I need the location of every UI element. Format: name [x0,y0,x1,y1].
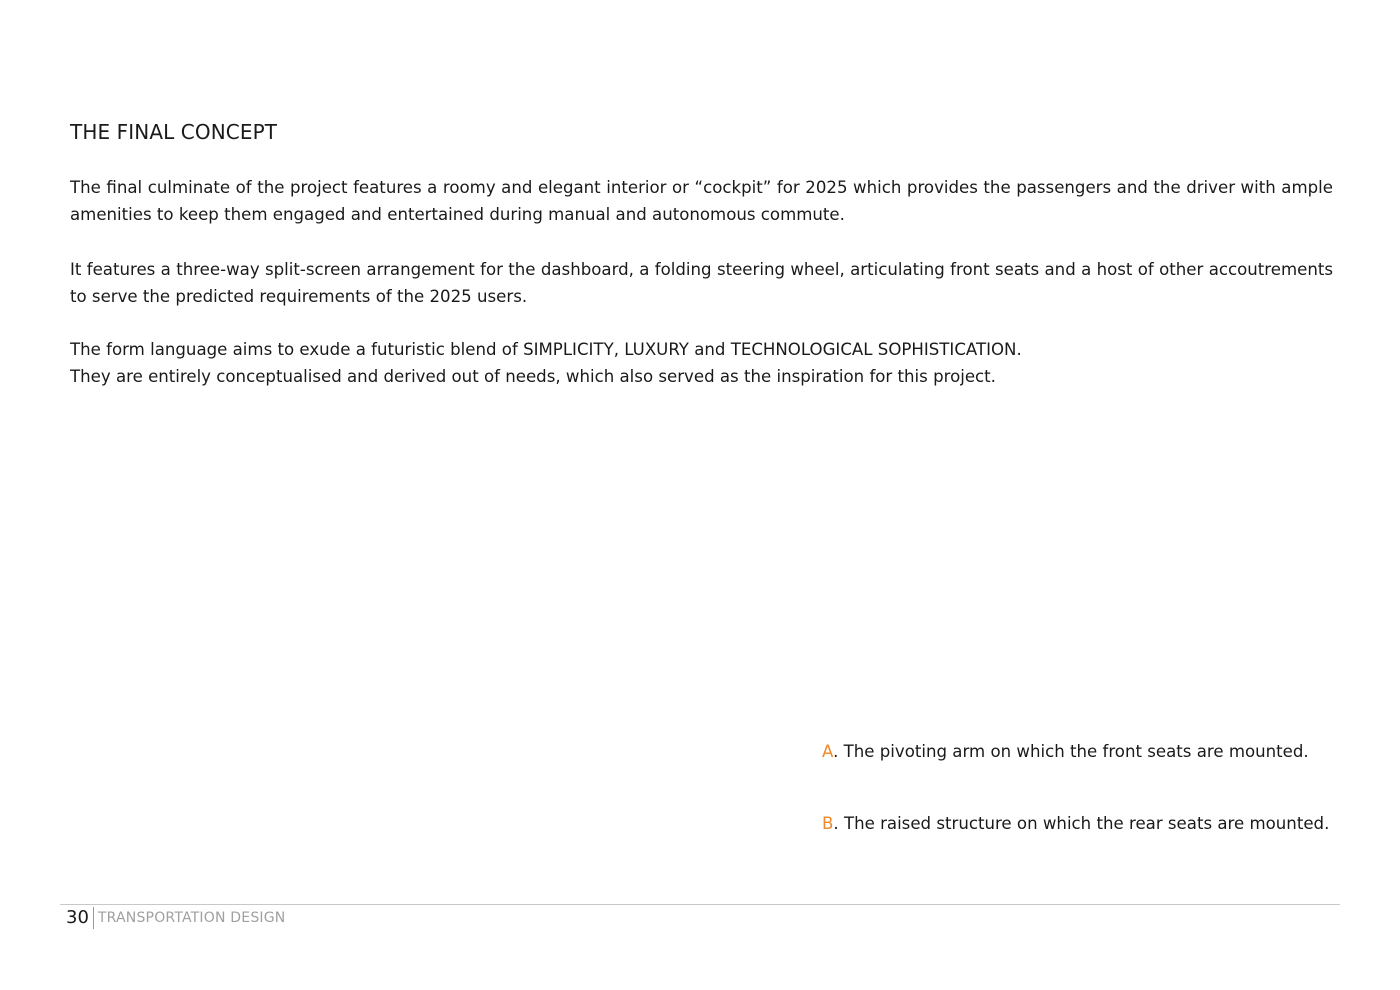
form-language-line-2: They are entirely conceptualised and derived out of needs, which also served as the inspiration for this project. [70,366,996,386]
note-a-letter: A [822,742,834,761]
form-language-line-1: The form language aims to exude a futuristic blend of SIMPLICITY, LUXURY and TECHNOLOGICAL SOPHISTICATION. [70,340,1022,359]
note-b-letter: B [822,814,834,833]
note-a [822,740,1333,764]
section-name: TRANSPORTATION DESIGN [97,910,286,926]
form-language-paragraph [70,337,1333,390]
note-a-text: . The pivoting arm on which the front seats are mounted. [833,742,1309,761]
page-title: THE FINAL CONCEPT [70,120,278,144]
note-b-text: . The raised structure on which the rear seats are mounted. [833,814,1330,833]
note-b [822,812,1333,836]
features-paragraph: It features a three-way split-screen arrangement for the dashboard, a folding steering wheel, articulating front seats and a host of other accoutrements to serve the predicted requirements of the 2025 users. [70,260,1333,306]
intro-paragraph: The final culminate of the project features a roomy and elegant interior or “cockpit” for 2025 which provides the passengers and the driver with ample amenities to keep them engaged and entertained during manual and autonomous commute. [70,178,1333,224]
page-number: 30 [66,907,94,929]
page-footer [66,905,285,931]
